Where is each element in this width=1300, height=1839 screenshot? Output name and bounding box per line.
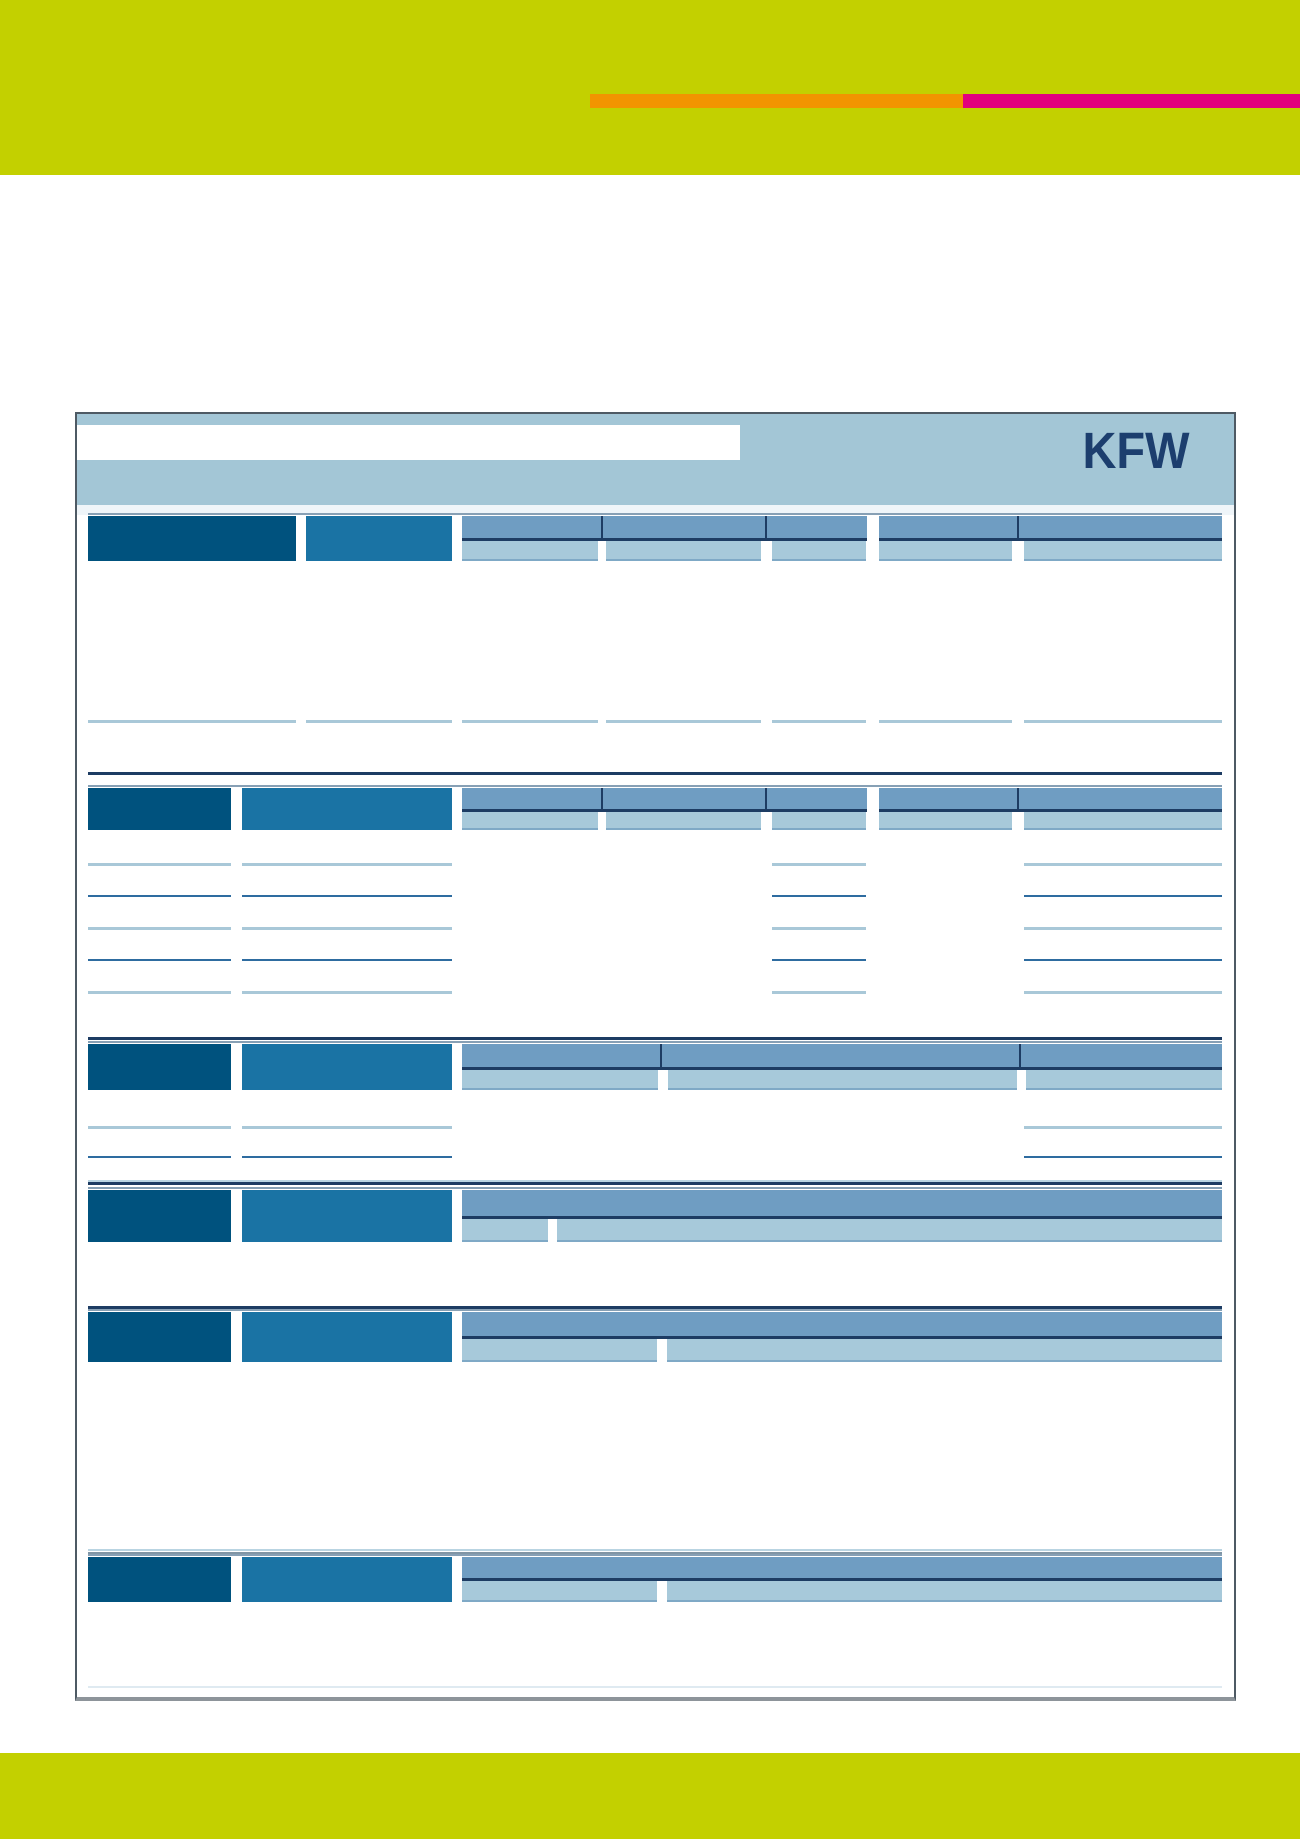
field-line[interactable] (772, 720, 866, 723)
section-1-subcolumn-cell-4 (879, 541, 1012, 559)
field-line[interactable] (606, 720, 761, 723)
section-4-subcolumn-cell-2 (557, 1219, 1222, 1240)
field-line[interactable] (772, 895, 866, 897)
section-6-label-block-2 (242, 1557, 452, 1602)
field-line[interactable] (242, 927, 452, 930)
field-line[interactable] (1024, 1156, 1222, 1158)
section-3-subcolumn-cell-edge (668, 1088, 1017, 1090)
section-1-subcolumn-cell-2 (606, 541, 761, 559)
kfw-logo: KFW (1082, 421, 1190, 479)
section-2-subcolumn-cell-edge (606, 828, 761, 830)
field-line[interactable] (88, 863, 231, 866)
field-line[interactable] (772, 927, 866, 930)
section-3-column-separator (1019, 1044, 1021, 1067)
section-2-divider-navy (88, 1037, 1222, 1040)
section-5-label-block-2 (242, 1312, 452, 1362)
section-2-subcolumn-cell-1 (462, 812, 598, 828)
section-3-label-block-2 (242, 1044, 452, 1090)
section-3-subcolumn-cell-3 (1026, 1070, 1222, 1088)
field-line[interactable] (88, 1126, 231, 1129)
section-2-column-separator (1017, 788, 1019, 809)
field-line[interactable] (88, 959, 231, 961)
section-3-column-header-group-1 (462, 1044, 1222, 1067)
section-2-subcolumn-cell-2 (606, 812, 761, 828)
section-5-label-block-1 (88, 1312, 231, 1362)
section-5-subcolumn-cell-edge (462, 1360, 657, 1362)
field-line[interactable] (1024, 895, 1222, 897)
section-1-label-block-2 (306, 516, 452, 561)
section-1-column-separator (1017, 516, 1019, 538)
field-line[interactable] (1024, 863, 1222, 866)
section-1-subcolumn-cell-3 (772, 541, 866, 559)
field-line[interactable] (88, 991, 231, 994)
field-line[interactable] (879, 720, 1012, 723)
section-5-subcolumn-cell-2 (667, 1339, 1222, 1360)
section-2-subcolumn-cell-edge (879, 828, 1012, 830)
section-3-subcolumn-cell-edge (1026, 1088, 1222, 1090)
section-3-label-block-1 (88, 1044, 231, 1090)
section-2-label-block-1 (88, 788, 231, 830)
section-2-subcolumn-cell-3 (772, 812, 866, 828)
section-1-subcolumn-cell-edge (462, 559, 598, 561)
section-4-subcolumn-cell-edge (557, 1240, 1222, 1242)
section-1-divider-navy (88, 772, 1222, 775)
section-3-column-separator (660, 1044, 662, 1067)
field-line[interactable] (88, 720, 296, 723)
section-1-label-block-1 (88, 516, 296, 561)
section-3-subcolumn-cell-edge (462, 1088, 658, 1090)
section-2-column-separator (601, 788, 603, 809)
section-1-subcolumn-cell-edge (606, 559, 761, 561)
section-1-subcolumn-cell-edge (879, 559, 1012, 561)
section-3-subcolumn-cell-1 (462, 1070, 658, 1088)
section-6-label-block-1 (88, 1557, 231, 1602)
field-line[interactable] (1024, 991, 1222, 994)
section-2-subcolumn-cell-4 (879, 812, 1012, 828)
section-3-subcolumn-cell-2 (668, 1070, 1017, 1088)
section-1-top-edge (88, 513, 1222, 515)
section-4-column-header-group-1 (462, 1190, 1222, 1216)
section-4-top-edge (88, 1187, 1222, 1189)
section-6-subcolumn-cell-edge (462, 1600, 657, 1602)
field-line[interactable] (242, 991, 452, 994)
section-5-divider-hairline (88, 1549, 1222, 1551)
section-4-label-block-2 (242, 1190, 452, 1242)
field-line[interactable] (306, 720, 452, 723)
section-2-column-separator (765, 788, 767, 809)
section-1-subcolumn-cell-5 (1024, 541, 1222, 559)
section-3-top-edge (88, 1041, 1222, 1043)
section-4-subcolumn-cell-edge (462, 1240, 548, 1242)
section-2-subcolumn-cell-edge (462, 828, 598, 830)
section-1-subcolumn-cell-edge (1024, 559, 1222, 561)
section-1-column-separator (601, 516, 603, 538)
section-3-divider-navy (88, 1182, 1222, 1185)
section-6-subcolumn-cell-1 (462, 1581, 657, 1600)
section-1-subcolumn-cell-edge (772, 559, 866, 561)
section-1-column-separator (765, 516, 767, 538)
section-2-subcolumn-cell-5 (1024, 812, 1222, 828)
field-line[interactable] (772, 863, 866, 866)
section-4-label-block-1 (88, 1190, 231, 1242)
field-line[interactable] (88, 1156, 231, 1158)
field-line[interactable] (1024, 927, 1222, 930)
section-4-subcolumn-cell-1 (462, 1219, 548, 1240)
section-2-column-header-group-2 (879, 788, 1222, 809)
bottom-banner (0, 1753, 1300, 1839)
section-2-top-edge (88, 785, 1222, 787)
section-2-label-block-2 (242, 788, 452, 830)
section-6-subcolumn-cell-2 (667, 1581, 1222, 1600)
field-line[interactable] (242, 1156, 452, 1158)
field-line[interactable] (1024, 959, 1222, 961)
field-line[interactable] (1024, 1126, 1222, 1129)
section-2-column-header-group-1 (462, 788, 867, 809)
field-line[interactable] (88, 927, 231, 930)
section-5-subcolumn-cell-edge (667, 1360, 1222, 1362)
field-line[interactable] (88, 895, 231, 897)
field-line[interactable] (462, 720, 598, 723)
section-5-subcolumn-cell-1 (462, 1339, 657, 1360)
section-1-column-header-group-1 (462, 516, 867, 538)
field-line[interactable] (242, 1126, 452, 1129)
section-6-column-header-group-1 (462, 1557, 1222, 1578)
field-line[interactable] (772, 991, 866, 994)
field-line[interactable] (242, 959, 452, 961)
field-line[interactable] (242, 895, 452, 897)
field-line[interactable] (242, 863, 452, 866)
section-5-top-edge (88, 1309, 1222, 1311)
section-2-subcolumn-cell-edge (772, 828, 866, 830)
section-1-column-header-group-2 (879, 516, 1222, 538)
section-5-column-header-group-1 (462, 1312, 1222, 1336)
field-line[interactable] (772, 959, 866, 961)
section-1-subcolumn-cell-1 (462, 541, 598, 559)
section-6-top-edge (88, 1554, 1222, 1556)
section-6-subcolumn-cell-edge (667, 1600, 1222, 1602)
section-2-subcolumn-cell-edge (1024, 828, 1222, 830)
field-line[interactable] (1024, 720, 1222, 723)
footer-hairline (88, 1686, 1222, 1688)
